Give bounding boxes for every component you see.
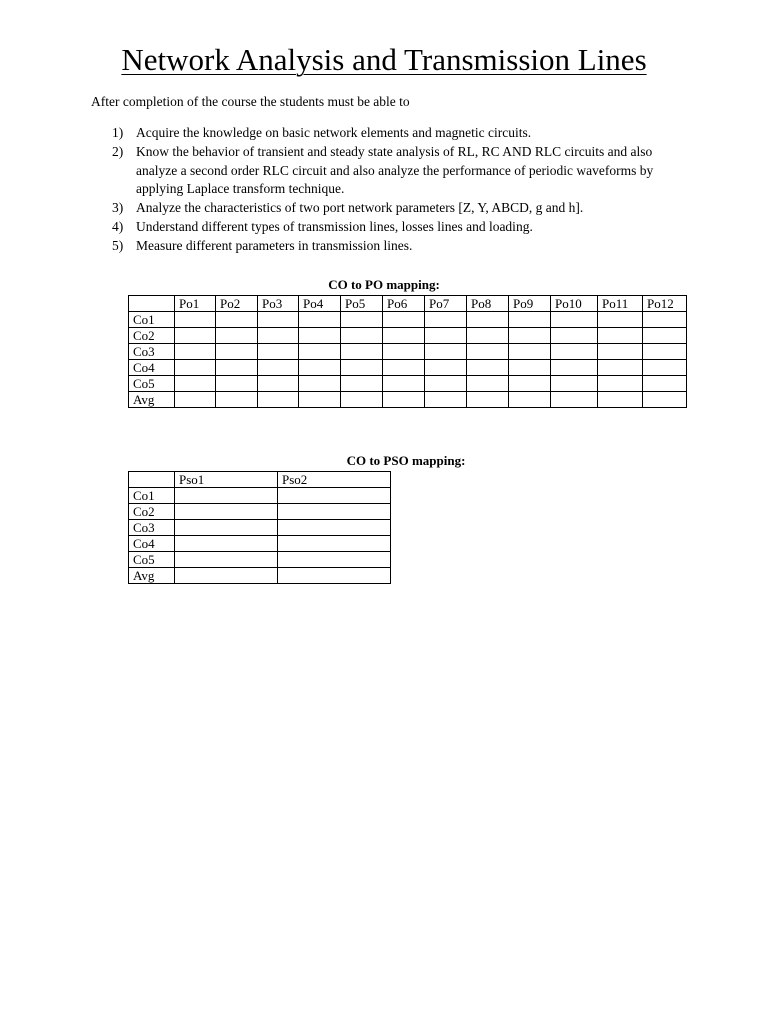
table-cell xyxy=(383,328,425,344)
co-pso-mapping-caption: CO to PSO mapping: xyxy=(346,453,466,468)
table-cell xyxy=(467,376,509,392)
table-row xyxy=(129,520,391,536)
table-cell xyxy=(216,376,258,392)
row-header: Co1 xyxy=(129,312,175,328)
table-cell xyxy=(216,344,258,360)
table-cell xyxy=(258,328,299,344)
table-row xyxy=(129,536,391,552)
row-header: Co4 xyxy=(129,360,175,376)
table-cell xyxy=(216,392,258,408)
table-cell xyxy=(216,360,258,376)
outcome-item xyxy=(112,218,672,237)
table-cell xyxy=(598,392,643,408)
table-cell xyxy=(175,392,216,408)
table-row xyxy=(129,552,391,568)
table-cell xyxy=(258,376,299,392)
table-row xyxy=(129,392,687,408)
table-row xyxy=(129,568,391,584)
table-cell xyxy=(175,488,278,504)
outcome-item xyxy=(112,124,672,143)
table-cell xyxy=(551,328,598,344)
table-cell xyxy=(643,328,687,344)
table-cell xyxy=(299,360,341,376)
row-header: Co2 xyxy=(129,504,175,520)
table-cell xyxy=(175,344,216,360)
table-cell xyxy=(425,344,467,360)
table-cell xyxy=(425,328,467,344)
table-cell xyxy=(299,328,341,344)
table-row xyxy=(129,360,687,376)
column-header: Po10 xyxy=(551,296,598,312)
table-cell xyxy=(175,520,278,536)
column-header: Po11 xyxy=(598,296,643,312)
table-cell xyxy=(341,312,383,328)
co-pso-mapping-table xyxy=(128,471,391,584)
column-header: Po3 xyxy=(258,296,299,312)
course-outcomes-list xyxy=(112,124,672,256)
table-cell xyxy=(643,360,687,376)
outcome-item xyxy=(112,237,672,256)
table-cell xyxy=(383,312,425,328)
table-cell xyxy=(175,568,278,584)
table-cell xyxy=(598,344,643,360)
table-cell xyxy=(643,344,687,360)
table-cell xyxy=(509,312,551,328)
table-row xyxy=(129,376,687,392)
table-cell xyxy=(467,328,509,344)
table-cell xyxy=(258,392,299,408)
table-cell xyxy=(551,360,598,376)
table-cell xyxy=(551,312,598,328)
table-row xyxy=(129,328,687,344)
table-cell xyxy=(341,344,383,360)
table-cell xyxy=(258,312,299,328)
table-cell xyxy=(299,376,341,392)
table-header-row xyxy=(129,296,687,312)
table-cell xyxy=(598,360,643,376)
column-header: Po2 xyxy=(216,296,258,312)
table-cell xyxy=(509,376,551,392)
table-cell xyxy=(299,312,341,328)
table-cell xyxy=(598,312,643,328)
row-header: Co3 xyxy=(129,520,175,536)
table-cell xyxy=(509,328,551,344)
corner-cell xyxy=(129,472,175,488)
table-cell xyxy=(509,360,551,376)
outcome-text: Analyze the characteristics of two port network parameters [Z, Y, ABCD, g and h]. xyxy=(136,200,584,216)
table-cell xyxy=(278,552,391,568)
column-header: Po1 xyxy=(175,296,216,312)
column-header: Po7 xyxy=(425,296,467,312)
column-header: Po8 xyxy=(467,296,509,312)
document-title-text: Network Analysis and Transmission Lines xyxy=(121,42,647,77)
co-po-mapping-table xyxy=(128,295,687,408)
table-cell xyxy=(467,360,509,376)
table-cell xyxy=(643,312,687,328)
table-header-row xyxy=(129,472,391,488)
table-cell xyxy=(278,536,391,552)
column-header: Pso1 xyxy=(175,472,278,488)
table-cell xyxy=(278,504,391,520)
row-header: Co4 xyxy=(129,536,175,552)
table-cell xyxy=(278,520,391,536)
outcome-item xyxy=(112,143,672,199)
table-cell xyxy=(341,360,383,376)
table-cell xyxy=(383,344,425,360)
table-cell xyxy=(551,392,598,408)
row-header: Co5 xyxy=(129,552,175,568)
table-row xyxy=(129,488,391,504)
table-cell xyxy=(175,328,216,344)
row-header: Co1 xyxy=(129,488,175,504)
row-header: Co3 xyxy=(129,344,175,360)
outcome-text: Know the behavior of transient and steady state analysis of RL, RC AND RLC circuits and also analyze a second order RLC circuit and also analyze the performance of periodic waveforms by applying Laplace transform technique. xyxy=(136,143,654,197)
table-cell xyxy=(551,376,598,392)
table-cell xyxy=(278,488,391,504)
table-cell xyxy=(598,376,643,392)
row-header: Avg xyxy=(129,568,175,584)
outcome-number: 1) xyxy=(112,125,124,140)
table-cell xyxy=(467,344,509,360)
intro-text: After completion of the course the students must be able to xyxy=(91,94,410,109)
column-header: Po4 xyxy=(299,296,341,312)
table-cell xyxy=(425,392,467,408)
outcome-number: 2) xyxy=(112,143,124,159)
table-cell xyxy=(383,376,425,392)
table-cell xyxy=(383,392,425,408)
column-header: Po5 xyxy=(341,296,383,312)
corner-cell xyxy=(129,296,175,312)
document-title xyxy=(0,41,768,79)
table-cell xyxy=(643,376,687,392)
table-cell xyxy=(175,504,278,520)
table-cell xyxy=(467,392,509,408)
table-cell xyxy=(175,312,216,328)
table-cell xyxy=(216,312,258,328)
table-cell xyxy=(551,344,598,360)
table-cell xyxy=(509,344,551,360)
table-row xyxy=(129,344,687,360)
table-cell xyxy=(341,328,383,344)
table-cell xyxy=(425,376,467,392)
table-cell xyxy=(216,328,258,344)
table-cell xyxy=(299,392,341,408)
outcome-number: 3) xyxy=(112,200,124,216)
table-cell xyxy=(258,344,299,360)
table-row xyxy=(129,504,391,520)
outcome-text: Acquire the knowledge on basic network elements and magnetic circuits. xyxy=(136,125,532,140)
column-header: Po6 xyxy=(383,296,425,312)
outcome-number: 5) xyxy=(112,237,124,253)
outcome-item xyxy=(112,199,672,218)
outcome-number: 4) xyxy=(112,218,124,234)
table-cell xyxy=(258,360,299,376)
table-cell xyxy=(467,312,509,328)
table-cell xyxy=(175,552,278,568)
table-cell xyxy=(175,360,216,376)
table-cell xyxy=(341,376,383,392)
table-cell xyxy=(175,376,216,392)
table-cell xyxy=(341,392,383,408)
table-cell xyxy=(175,536,278,552)
table-cell xyxy=(598,328,643,344)
table-row xyxy=(129,312,687,328)
table-cell xyxy=(425,312,467,328)
column-header: Po12 xyxy=(643,296,687,312)
row-header: Avg xyxy=(129,392,175,408)
co-po-mapping-caption: CO to PO mapping: xyxy=(328,277,440,292)
row-header: Co2 xyxy=(129,328,175,344)
outcome-text: Measure different parameters in transmission lines. xyxy=(136,237,413,253)
table-cell xyxy=(278,568,391,584)
outcome-text: Understand different types of transmission lines, losses lines and loading. xyxy=(136,218,533,234)
table-cell xyxy=(509,392,551,408)
column-header: Po9 xyxy=(509,296,551,312)
table-cell xyxy=(383,360,425,376)
column-header: Pso2 xyxy=(278,472,391,488)
table-cell xyxy=(425,360,467,376)
table-cell xyxy=(643,392,687,408)
row-header: Co5 xyxy=(129,376,175,392)
table-cell xyxy=(299,344,341,360)
